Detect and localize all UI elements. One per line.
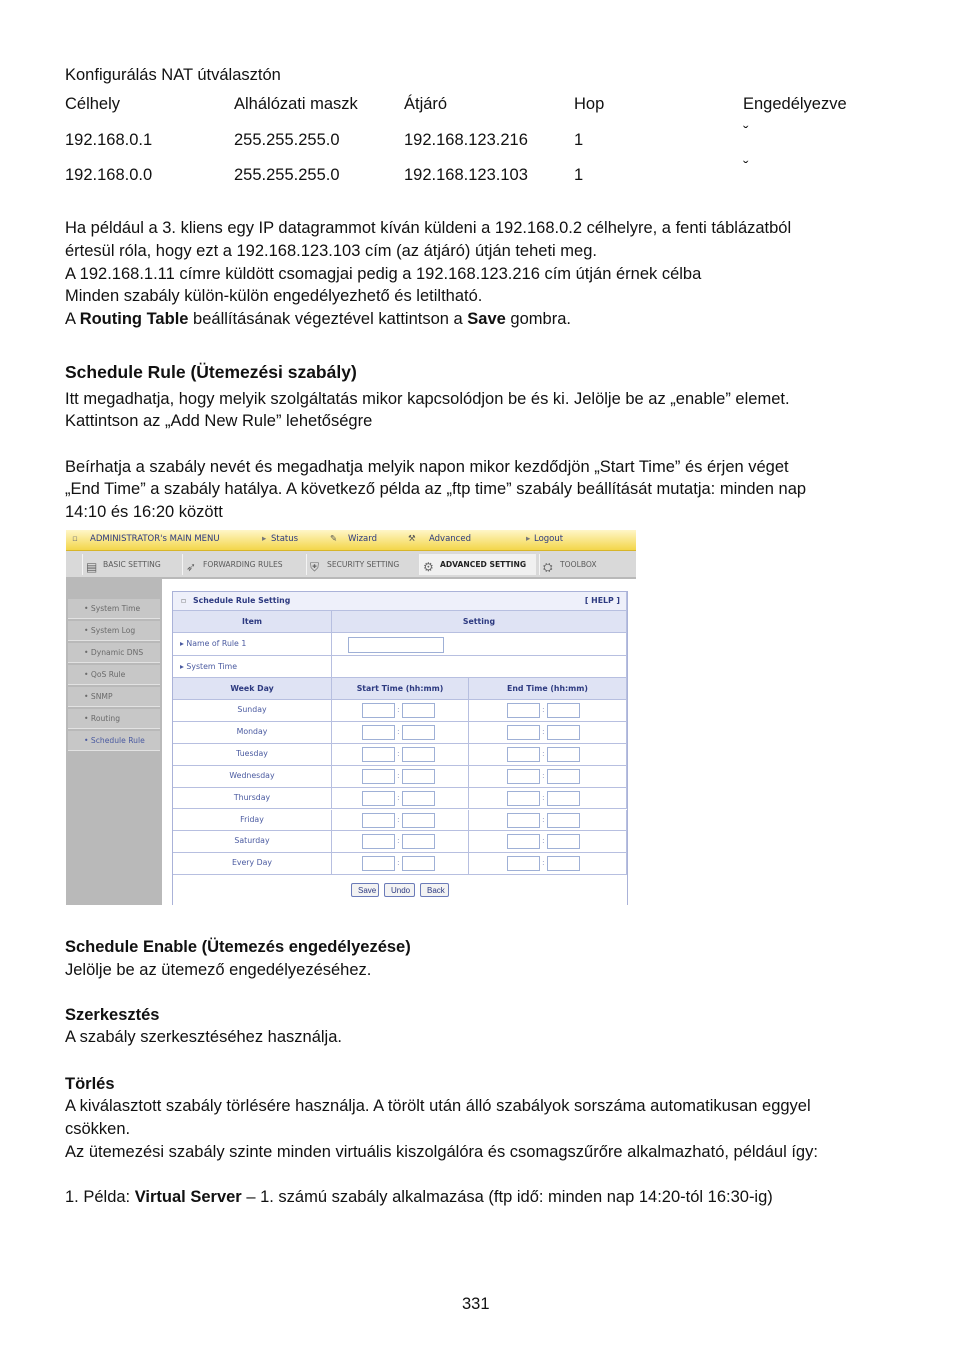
end-minute-input[interactable] bbox=[547, 834, 580, 849]
logout-link[interactable]: Logout bbox=[534, 534, 564, 544]
menu-square-icon: ▫ bbox=[72, 534, 78, 544]
end-time-header: End Time (hh:mm) bbox=[469, 678, 627, 700]
sidebar-item-qos-rule[interactable]: • QoS Rule bbox=[68, 665, 160, 685]
paragraph-line: A Routing Table beállításának végeztével kattintson a Save gombra. bbox=[65, 310, 571, 328]
sidebar-item-schedule-rule[interactable]: • Schedule Rule bbox=[68, 731, 160, 751]
name-of-rule-label: ▸ Name of Rule 1 bbox=[173, 633, 332, 656]
day-label: Friday bbox=[173, 810, 332, 832]
nat-heading: Konfigurálás NAT útválasztón bbox=[65, 66, 281, 84]
system-time-label: ▸ System Time bbox=[173, 656, 332, 678]
table-cell: 255.255.255.0 bbox=[234, 166, 340, 184]
paragraph-line: Az ütemezési szabály szinte minden virtuális kiszolgálóra és csomagszűrőre alkalmazható, például így: bbox=[65, 1143, 818, 1161]
colon-separator: : bbox=[542, 748, 545, 758]
paragraph-line: „End Time” a szabály hatálya. A következő példa az „ftp time” szabály beállítását mutatja: minden nap bbox=[65, 480, 807, 498]
advanced-icon: ⚒ bbox=[408, 534, 416, 544]
start-hour-input[interactable] bbox=[362, 747, 395, 762]
start-minute-input[interactable] bbox=[402, 703, 435, 718]
th-hop: Hop bbox=[574, 95, 605, 113]
colon-separator: : bbox=[542, 814, 545, 824]
start-minute-input[interactable] bbox=[402, 834, 435, 849]
table-cell: 1 bbox=[574, 131, 584, 149]
colon-separator: : bbox=[397, 792, 400, 802]
back-button[interactable]: Back bbox=[420, 883, 449, 897]
end-hour-input[interactable] bbox=[507, 834, 540, 849]
paragraph-line: Ha például a 3. kliens egy IP datagrammot kíván küldeni a 192.168.0.2 célhelyre, a fenti táblázatból bbox=[65, 219, 792, 237]
sidebar-item-system-time[interactable]: • System Time bbox=[68, 599, 160, 619]
panel-title: Schedule Rule Setting bbox=[193, 596, 291, 605]
bullet-icon: • bbox=[84, 736, 91, 745]
end-minute-input[interactable] bbox=[547, 703, 580, 718]
week-day-header: Week Day bbox=[173, 678, 332, 700]
end-time-cell bbox=[469, 853, 627, 875]
book-icon: ▤ bbox=[86, 560, 98, 574]
colon-separator: : bbox=[542, 770, 545, 780]
end-hour-input[interactable] bbox=[507, 725, 540, 740]
start-hour-input[interactable] bbox=[362, 703, 395, 718]
day-label: Tuesday bbox=[173, 744, 332, 766]
tab-security-setting[interactable]: ⛨ SECURITY SETTING bbox=[306, 554, 421, 575]
sidebar-item-routing[interactable]: • Routing bbox=[68, 709, 160, 729]
table-cell: 192.168.0.0 bbox=[65, 166, 153, 184]
wizard-icon: ✎ bbox=[330, 534, 338, 544]
bullet-icon: • bbox=[84, 648, 91, 657]
status-link[interactable]: Status bbox=[271, 534, 299, 544]
schedule-enable-title: Schedule Enable (Ütemezés engedélyezése) bbox=[65, 938, 411, 956]
start-minute-input[interactable] bbox=[402, 769, 435, 784]
undo-button[interactable]: Undo bbox=[384, 883, 415, 897]
day-label: Wednesday bbox=[173, 766, 332, 788]
start-hour-input[interactable] bbox=[362, 813, 395, 828]
wizard-link[interactable]: Wizard bbox=[348, 534, 377, 544]
end-hour-input[interactable] bbox=[507, 703, 540, 718]
system-time-value bbox=[332, 656, 627, 678]
start-time-cell bbox=[332, 831, 469, 853]
toolbox-icon: ⛭ bbox=[543, 560, 553, 574]
bullet-icon: • bbox=[84, 692, 91, 701]
colon-separator: : bbox=[397, 705, 400, 714]
paragraph-line: Jelölje be az ütemező engedélyezéséhez. bbox=[65, 961, 372, 979]
end-minute-input[interactable] bbox=[547, 856, 580, 871]
paragraph-line: Minden szabály külön-külön engedélyezhető és letiltható. bbox=[65, 287, 483, 305]
tab-forwarding-rules[interactable]: ➶ FORWARDING RULES bbox=[182, 554, 303, 575]
colon-separator: : bbox=[397, 858, 400, 868]
paragraph-line: csökken. bbox=[65, 1120, 131, 1138]
bullet-icon: • bbox=[84, 604, 91, 613]
paragraph-line: Beírhatja a szabály nevét és megadhatja melyik napon mikor kezdődjön „Start Time” és érjen véget bbox=[65, 458, 789, 476]
router-tab-bar bbox=[66, 551, 636, 579]
rule-name-input[interactable] bbox=[348, 637, 444, 653]
start-minute-input[interactable] bbox=[402, 747, 435, 762]
paragraph-line: 14:10 és 16:20 között bbox=[65, 503, 223, 521]
table-cell: 255.255.255.0 bbox=[234, 131, 340, 149]
advanced-link[interactable]: Advanced bbox=[429, 534, 471, 544]
schedule-rule-heading: Schedule Rule (Ütemezési szabály) bbox=[65, 362, 357, 382]
end-hour-input[interactable] bbox=[507, 813, 540, 828]
th-destination: Célhely bbox=[65, 95, 121, 113]
edit-title: Szerkesztés bbox=[65, 1006, 160, 1024]
th-gateway: Átjáró bbox=[404, 95, 448, 113]
end-minute-input[interactable] bbox=[547, 747, 580, 762]
start-hour-input[interactable] bbox=[362, 791, 395, 806]
th-subnet-mask: Alhálózati maszk bbox=[234, 95, 358, 113]
start-time-cell bbox=[332, 788, 469, 810]
tab-basic-setting[interactable]: ▤ BASIC SETTING bbox=[82, 554, 199, 575]
end-minute-input[interactable] bbox=[547, 791, 580, 806]
sidebar-item-dynamic-dns[interactable]: • Dynamic DNS bbox=[68, 643, 160, 663]
colon-separator: : bbox=[542, 792, 545, 802]
start-hour-input[interactable] bbox=[362, 856, 395, 871]
colon-separator: : bbox=[397, 726, 400, 736]
colon-separator: : bbox=[397, 748, 400, 758]
day-label: Monday bbox=[173, 722, 332, 744]
colon-separator: : bbox=[542, 836, 545, 846]
router-top-menu bbox=[66, 530, 636, 551]
end-hour-input[interactable] bbox=[507, 747, 540, 762]
router-ui-screenshot bbox=[66, 530, 636, 905]
sidebar-item-snmp[interactable]: • SNMP bbox=[68, 687, 160, 707]
start-hour-input[interactable] bbox=[362, 834, 395, 849]
example-line: 1. Példa: Virtual Server – 1. számú szabály alkalmazása (ftp idő: minden nap 14:20-tól 16:30-ig) bbox=[65, 1188, 773, 1206]
paragraph-line: A szabály szerkesztéséhez használja. bbox=[65, 1028, 342, 1046]
tools-icon: ⚙ bbox=[423, 560, 434, 574]
tab-toolbox[interactable]: ⛭ TOOLBOX bbox=[539, 554, 614, 575]
paragraph-line: értesül róla, hogy ezt a 192.168.123.103 cím (az átjáró) útján teheti meg. bbox=[65, 242, 597, 260]
panel-title-row bbox=[173, 592, 627, 611]
end-time-cell bbox=[469, 788, 627, 810]
arrow-icon: ▸ bbox=[262, 534, 267, 544]
end-time-cell bbox=[469, 722, 627, 744]
bullet-icon: • bbox=[84, 670, 91, 679]
day-label: Saturday bbox=[173, 831, 332, 853]
end-time-cell bbox=[469, 744, 627, 766]
tab-advanced-setting[interactable]: ⚙ ADVANCED SETTING bbox=[419, 554, 536, 575]
end-minute-input[interactable] bbox=[547, 725, 580, 740]
end-minute-input[interactable] bbox=[547, 813, 580, 828]
sidebar-item-system-log[interactable]: • System Log bbox=[68, 621, 160, 641]
bullet-icon: • bbox=[84, 626, 91, 635]
day-label: Thursday bbox=[173, 788, 332, 810]
start-time-cell bbox=[332, 810, 469, 832]
end-hour-input[interactable] bbox=[507, 791, 540, 806]
start-time-header: Start Time (hh:mm) bbox=[332, 678, 469, 700]
end-time-cell bbox=[469, 831, 627, 853]
start-minute-input[interactable] bbox=[402, 725, 435, 740]
end-hour-input[interactable] bbox=[507, 856, 540, 871]
item-header: Item bbox=[173, 611, 332, 633]
end-time-cell bbox=[469, 766, 627, 788]
forward-icon: ➶ bbox=[186, 560, 197, 574]
start-hour-input[interactable] bbox=[362, 769, 395, 784]
page-number: 331 bbox=[462, 1295, 490, 1313]
schedule-rule-panel bbox=[172, 591, 628, 905]
day-label: Sunday bbox=[173, 700, 332, 722]
start-time-cell bbox=[332, 853, 469, 875]
delete-title: Törlés bbox=[65, 1075, 115, 1093]
start-minute-input[interactable] bbox=[402, 856, 435, 871]
end-time-cell bbox=[469, 700, 627, 722]
colon-separator: : bbox=[542, 858, 545, 868]
main-menu-title: ADMINISTRATOR's MAIN MENU bbox=[90, 534, 220, 544]
virtual-server-term: Virtual Server bbox=[134, 1188, 242, 1206]
table-cell: 192.168.123.216 bbox=[404, 131, 528, 149]
bullet-icon: • bbox=[84, 714, 91, 723]
arrow-icon: ▸ bbox=[526, 534, 531, 544]
start-time-cell bbox=[332, 744, 469, 766]
start-time-cell bbox=[332, 700, 469, 722]
routing-table-term: Routing Table bbox=[79, 310, 189, 328]
colon-separator: : bbox=[542, 726, 545, 736]
start-time-cell bbox=[332, 766, 469, 788]
paragraph-line: Itt megadhatja, hogy melyik szolgáltatás mikor kapcsolódjon be és ki. Jelölje be az „enable” elemet. bbox=[65, 390, 790, 408]
th-enabled: Engedélyezve bbox=[743, 95, 847, 113]
colon-separator: : bbox=[542, 705, 545, 714]
table-cell: 192.168.0.1 bbox=[65, 131, 153, 149]
check-mark-icon: ˇ bbox=[743, 124, 749, 142]
save-button[interactable]: Save bbox=[351, 883, 379, 897]
start-minute-input[interactable] bbox=[402, 813, 435, 828]
check-mark-icon: ˇ bbox=[743, 159, 749, 177]
end-time-cell bbox=[469, 810, 627, 832]
paragraph-line: A 192.168.1.11 címre küldött csomagjai pedig a 192.168.123.216 cím útján érnek célba bbox=[65, 265, 702, 283]
colon-separator: : bbox=[397, 836, 400, 846]
day-label: Every Day bbox=[173, 853, 332, 875]
end-hour-input[interactable] bbox=[507, 769, 540, 784]
router-sidebar bbox=[66, 579, 162, 905]
end-minute-input[interactable] bbox=[547, 769, 580, 784]
save-term: Save bbox=[467, 310, 506, 328]
paragraph-line: A kiválasztott szabály törlésére használja. A törölt után álló szabályok sorszáma automatikusan eggyel bbox=[65, 1097, 811, 1115]
table-cell: 192.168.123.103 bbox=[404, 166, 528, 184]
colon-separator: : bbox=[397, 770, 400, 780]
panel-square-icon: ▫ bbox=[181, 596, 187, 605]
colon-separator: : bbox=[397, 814, 400, 824]
start-hour-input[interactable] bbox=[362, 725, 395, 740]
help-link[interactable]: [ HELP ] bbox=[584, 596, 620, 605]
paragraph-line: Kattintson az „Add New Rule” lehetőségre bbox=[65, 412, 373, 430]
start-time-cell bbox=[332, 722, 469, 744]
setting-header: Setting bbox=[332, 611, 627, 633]
name-of-rule-cell bbox=[332, 633, 627, 656]
start-minute-input[interactable] bbox=[402, 791, 435, 806]
table-cell: 1 bbox=[574, 166, 584, 184]
shield-icon: ⛨ bbox=[310, 560, 320, 574]
